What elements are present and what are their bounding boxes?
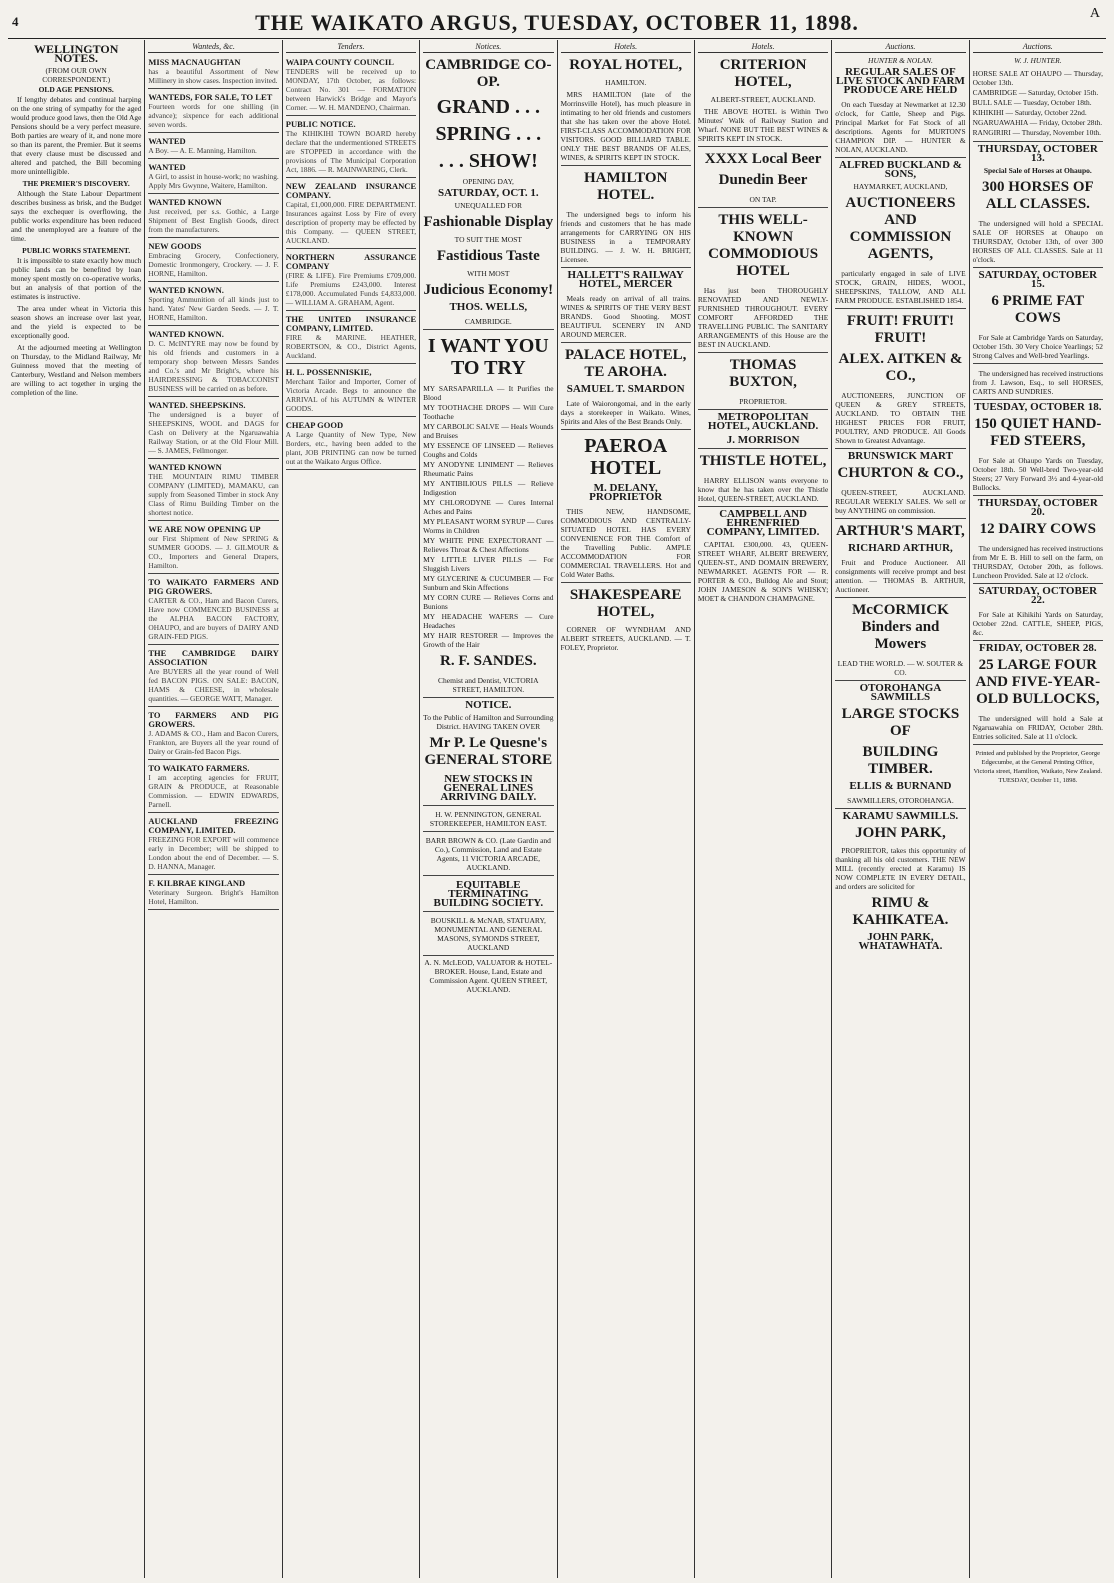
- classified-ad: [286, 251, 416, 311]
- thu20-text: The undersigned has received instructions from Mr E. B. Hill to sell on the farm, on THURSDAY, October 20th, as follows. Luncheon Provided. Sale at 12 o'clock.: [973, 542, 1103, 584]
- remedy-item: MY CARBOLIC SALVE — Heals Wounds and Bruises: [423, 422, 554, 440]
- ad-body: THE MOUNTAIN RIMU TIMBER COMPANY (LIMITED), MAMAKU, can supply from Seasoned Timber in stock Any Class of Rimu Building Timber on the shortest notice.: [148, 472, 279, 517]
- john-park: JOHN PARK,: [855, 825, 946, 841]
- buckland-name: ALFRED BUCKLAND & SONS,: [839, 159, 962, 180]
- remedy-item: MY HEADACHE WAFERS — Cure Headaches: [423, 612, 554, 630]
- aitken-text: AUCTIONEERS, JUNCTION OF QUEEN & GREY STREETS, AUCKLAND. TO OBTAIN THE HIGHEST PRICES FOR FRUIT, POULTRY, AND PRODUCE. All Goods Shown to Greatest Advantage.: [835, 389, 965, 449]
- column-heading: Tenders.: [286, 42, 416, 53]
- morrison-name: J. MORRISON: [698, 434, 828, 449]
- bouskill-ad: BOUSKILL & McNAB, STATUARY, MONUMENTAL AND GENERAL MASONS, SYMONDS STREET, AUCKLAND: [423, 914, 553, 956]
- ad-body: FREEZING FOR EXPORT will commence early in December; will be shipped to London about the end of December. — S. D. HANNA, Manager.: [148, 835, 279, 871]
- arthurs-mart: ARTHUR'S MART,: [836, 523, 965, 539]
- remedy-item: MY HAIR RESTORER — Improves the Growth of the Hair: [423, 631, 554, 649]
- ad-body: Veterinary Surgeon. Bright's Hamilton Hotel, Hamilton.: [148, 888, 279, 906]
- date-heading: THURSDAY, OCTOBER 20.: [977, 497, 1098, 518]
- remedy-item: MY ANTIBILIOUS PILLS — Relieve Indigestion: [423, 479, 554, 497]
- sat15b-text: The undersigned has received instructions from J. Lawson, Esq., to sell HORSES, CARTS AND SUNDRIES.: [973, 367, 1103, 400]
- want-you-headline: I WANT YOU TO TRY: [427, 335, 549, 379]
- thistle-hotel: THISTLE HOTEL,: [699, 453, 827, 469]
- ad-body: The KIHIKIHI TOWN BOARD hereby declare that the undermentioned STREETS are STOPPED in accordance with the provisions of The Municipal Corporation Act, 1886. — R. MAINWARING, Clerk.: [285, 129, 417, 174]
- remedy-item: MY GLYCERINE & CUCUMBER — For Sunburn and Skin Affections: [423, 574, 554, 592]
- ad-title: WAIPA COUNTY COUNCIL: [285, 57, 394, 67]
- ad-title: MISS MACNAUGHTAN: [148, 57, 241, 67]
- buckland-text: particularly engaged in sale of LIVE STOCK, GRAIN, HIDES, WOOL, SHEEPSKINS, TALLOW, AND ALL FARM PRODUCE. ESTABLISHED 1854.: [835, 267, 965, 309]
- hamilton-text: The undersigned begs to inform his friends and customers that he has made arrangements for CARRYING ON HIS BUSINESS in a TEMPORARY BUILDING. — J. W. H. BRIGHT, Licensee.: [561, 208, 691, 268]
- remedy-item: MY CORN CURE — Relieves Corns and Bunions: [423, 593, 554, 611]
- ad-title: PUBLIC NOTICE.: [285, 119, 356, 129]
- metropolitan-hotel: METROPOLITAN HOTEL, AUCKLAND.: [707, 411, 819, 432]
- schedule-item: BULL SALE — Tuesday, October 18th.: [972, 98, 1092, 107]
- ad-title: WANTED KNOWN: [148, 197, 222, 207]
- ad-title: CHEAP GOOD: [285, 420, 344, 430]
- column-heading: Auctions.: [835, 42, 965, 53]
- ad-title: TO WAIKATO FARMERS.: [148, 763, 250, 773]
- corner-mark: A: [1089, 6, 1100, 21]
- haymarket: HAYMARKET, AUCKLAND,: [853, 182, 948, 191]
- ad-title: WANTED: [148, 136, 186, 146]
- fashionable-display: Fashionable Display: [423, 214, 554, 230]
- remedy-item: MY CHLORODYNE — Cures Internal Aches and Pains: [423, 498, 554, 516]
- sandes-name: R. F. SANDES.: [440, 653, 537, 669]
- special-sale: Special Sale of Horses at Ohaupo.: [983, 166, 1092, 175]
- column-heading: Hotels.: [561, 42, 691, 53]
- columns: [8, 40, 1106, 1578]
- ad-body: Are BUYERS all the year round of Well fed BACON PIGS. ON SALE: BACON, HAMS & CHEESE, in wholesale quantities. — GEORGE WATT, Manager.: [148, 667, 279, 703]
- classified-ad: [148, 576, 278, 645]
- column-heading: Wanteds, &c.: [148, 42, 278, 53]
- building-timber: BUILDING TIMBER.: [862, 744, 939, 777]
- ad-body: our First Shipment of New SPRING & SUMMER GOODS. — J. GILMOUR & CO., Importers and General Drapers, Hamilton.: [148, 534, 279, 570]
- barr-brown-ad: BARR BROWN & CO. (Late Gardin and Co.), Commission, Land and Estate Agents, 11 VICTORIA ARCADE, AUCKLAND.: [423, 834, 553, 876]
- classified-ad: [286, 180, 416, 249]
- ellis-text: SAWMILLERS, OTOROHANGA.: [835, 794, 965, 809]
- classified-ad: [148, 461, 278, 521]
- column-heading: Auctions.: [973, 42, 1103, 53]
- schedule-item: RANGIRIRI — Thursday, November 10th.: [972, 128, 1101, 137]
- article-heading: WELLINGTON NOTES.: [33, 42, 119, 65]
- classified-ad: [148, 815, 278, 875]
- paragraph: Although the State Labour Department describes business as brisk, and the Budget says the exchequer is overflowing, the public works expenditure has been reduced and the unemployed are a feature of the time.: [11, 189, 142, 243]
- classified-ad: [148, 196, 278, 238]
- ad-body: A Girl, to assist in house-work; no washing. Apply Mrs Gwynne, Waitere, Hamilton.: [148, 172, 279, 190]
- section-heading: OLD AGE PENSIONS.: [38, 85, 114, 94]
- column-wellington-notes: [8, 40, 145, 1578]
- schedule-item: KIHIKIHI — Saturday, October 22nd.: [972, 108, 1087, 117]
- well-known-hotel: THIS WELL-KNOWN COMMODIOUS HOTEL: [708, 212, 819, 279]
- suit-label: TO SUIT THE MOST: [454, 235, 522, 244]
- newspaper-title: THE WAIKATO ARGUS, TUESDAY, OCTOBER 11, 1898.: [255, 10, 859, 35]
- classified-ad: [148, 240, 278, 282]
- ad-title: THE CAMBRIDGE DAIRY ASSOCIATION: [148, 648, 279, 667]
- classified-ad: [286, 56, 416, 116]
- ad-body: J. ADAMS & CO., Ham and Bacon Curers, Frankton, are Buyers all the year round of Dairy or Grain-fed Bacon Pigs.: [148, 729, 279, 756]
- paragraph: If lengthy debates and continual harping on the one string of sympathy for the aged would produce good laws, then the Old Age Pensions should be a very perfect measure. Both parties are weary of it, and none more so than its parent, the Premier. But it seems that every clause must be discussed and altered and patched, the Bill becoming more unintelligible.: [11, 95, 142, 176]
- page-number: 4: [12, 14, 19, 29]
- column-hotels-2: [695, 40, 832, 1578]
- criterion-text: THE ABOVE HOTEL is Within Two Minutes' Walk of Railway Station and Wharf. NONE BUT THE BEST WINES & SPIRITS KEPT IN STOCK.: [698, 105, 828, 147]
- ad-body: FIRE & MARINE. HEATHER, ROBERTSON, & CO., District Agents, Auckland.: [285, 333, 417, 360]
- classified-ad: [286, 366, 416, 417]
- horses-banner: 300 HORSES OF ALL CLASSES.: [981, 179, 1094, 212]
- paragraph: The area under wheat in Victoria this season shows an increase over last year, and the yield is expected to be exceptionally good.: [11, 304, 142, 340]
- park-text: PROPRIETOR, takes this opportunity of thanking all his old customers. THE NEW MILL (recently erected at Karamu) IS NOW COMPLETE IN EVERY DETAIL, and orders are solicited for: [835, 846, 966, 891]
- hamilton-hotel: HAMILTON HOTEL.: [584, 170, 668, 203]
- section-heading: THE PREMIER'S DISCOVERY.: [22, 179, 130, 188]
- judicious-economy: Judicious Economy!: [423, 282, 554, 298]
- coop-name: CAMBRIDGE CO-OP.: [425, 57, 552, 90]
- column-hotels-1: [558, 40, 695, 1578]
- ad-title: NEW GOODS: [148, 241, 202, 251]
- classified-ad: [286, 313, 416, 364]
- ad-body: Embracing Grocery, Confectionery, Domestic Ironmongery, Crockery. — J. F. HORNE, Hamilton.: [148, 251, 279, 278]
- new-stocks: NEW STOCKS IN GENERAL LINES ARRIVING DAILY.: [423, 773, 553, 806]
- wells-place: CAMBRIDGE.: [423, 315, 553, 330]
- ad-title: AUCKLAND FREEZING COMPANY, LIMITED.: [148, 816, 279, 835]
- fruit-banner: FRUIT! FRUIT! FRUIT!: [846, 313, 954, 346]
- mccormick-ad: McCORMICK Binders and Mowers: [852, 602, 949, 652]
- with-label: WITH MOST: [467, 269, 510, 278]
- ad-title: H. L. POSSENNISKIE,: [285, 367, 372, 377]
- remedy-item: MY ANODYNE LINIMENT — Relieves Rheumatic Pains: [423, 460, 554, 478]
- on-tap: ON TAP.: [698, 193, 828, 208]
- ads-list: [148, 56, 278, 910]
- ad-title: WANTED: [148, 162, 186, 172]
- sale-schedule: [973, 66, 1103, 142]
- date-heading: SATURDAY, OCTOBER 15.: [978, 269, 1098, 290]
- steers-banner: 150 QUIET HAND-FED STEERS,: [974, 416, 1102, 449]
- royal-place: HAMILTON.: [605, 78, 647, 87]
- column-auctions-1: [832, 40, 969, 1578]
- pennington-ad: H. W. PENNINGTON, GENERAL STOREKEEPER, HAMILTON EAST.: [423, 808, 553, 832]
- ad-body: CARTER & CO., Ham and Bacon Curers, Have now COMMENCED BUSINESS at the ALPHA BACON FACTORY, OHAUPO, and are buyers of DAIRY AND GRAIN-FED PIGS.: [148, 596, 279, 641]
- ad-title: WANTED KNOWN: [148, 462, 222, 472]
- classified-ad: [148, 56, 278, 89]
- quesne-store: Mr P. Le Quesne's GENERAL STORE: [424, 735, 553, 768]
- unequalled-label: UNEQUALLED FOR: [454, 201, 522, 210]
- commission-agents: AUCTIONEERS AND COMMISSION AGENTS,: [845, 195, 956, 262]
- classified-ad: [286, 118, 416, 178]
- ad-title: NORTHERN ASSURANCE COMPANY: [285, 252, 417, 271]
- churton-text: QUEEN-STREET, AUCKLAND. REGULAR WEEKLY SALES. We sell or buy ANYTHING on commission.: [835, 486, 965, 519]
- criterion-hotel: CRITERION HOTEL,: [719, 57, 807, 90]
- xxxx-beer: XXXX Local Beer: [704, 151, 822, 167]
- fri28-text: The undersigned will hold a Sale at Ngaruawahia on FRIDAY, October 28th. Entries solicited. Sale at 11 o'clock.: [973, 712, 1103, 745]
- brunswick-mart: BRUNSWICK MART: [847, 450, 953, 462]
- ad-body: Sporting Ammunition of all kinds just to hand. Yates' New Garden Seeds. — J. T. HORNE, Hamilton.: [148, 295, 279, 322]
- well-known-text: Has just been THOROUGHLY RENOVATED AND NEWLY-FURNISHED THROUGHOUT. EVERY COMFORT AFFORDED THE TRAVELLING PUBLIC. The SANITARY ARRANGEMENTS of this House are the BEST IN AUCKLAND.: [698, 284, 828, 353]
- ad-body: (FIRE & LIFE). Fire Premiums £709,000. Life Premiums £243,000. Interest £178,000. Accumulated Funds £4,833,000. — WILLIAM A. GRAHAM, Agent.: [285, 271, 417, 307]
- equitable-ad: EQUITABLE TERMINATING BUILDING SOCIETY.: [423, 879, 553, 912]
- masthead: [0, 0, 1114, 40]
- remedy-item: MY SARSAPARILLA — It Purifies the Blood: [423, 384, 554, 402]
- royal-text: MRS HAMILTON (late of the Morrinsville Hotel), has much pleasure in intimating to her old friends and customers that she has taken over the above Hotel. FIRST-CLASS ACCOMMODATION FOR VISITORS. GOOD BILLIARD TABLE. ONLY THE BEST BRANDS OF ALES, WINES, & SPIRITS KEPT IN STOCK.: [561, 88, 691, 166]
- column-heading: Hotels.: [698, 42, 828, 53]
- column-tenders: [283, 40, 420, 1578]
- sat22-text: For Sale at Kihikihi Yards on Saturday, October 22nd. CATTLE, SHEEP, PIGS, &c.: [973, 608, 1103, 641]
- fastidious-taste: Fastidious Taste: [436, 248, 540, 264]
- schedule-item: HORSE SALE AT OHAUPO — Thursday, October 13th.: [972, 69, 1103, 87]
- campbell-text: CAPITAL £300,000. 43, QUEEN-STREET WHARF, ALBERT BREWERY, QUEEN-ST., AND DOMAIN BREWERY, NEWMARKET. AGENTS FOR — R. PORTER & CO., Bulldog Ale and Stout; JOHN JAMESON & SON'S WHISKY; MOET & CHANDON CHAMPAGNE.: [697, 540, 829, 603]
- mcleod-ad: A. N. McLEOD, VALUATOR & HOTEL-BROKER. House, Land, Estate and Commission Agent. QUEEN STREET, AUCKLAND.: [424, 958, 553, 994]
- classified-ad: [148, 877, 278, 910]
- paragraph: At the adjourned meeting at Wellington on Thursday, to the Midland Railway, Mr Guinness moved that the meeting of Canterbury, Westland and Nelson members are willing to act together in urging the completion of the line.: [11, 343, 142, 397]
- notice-heading: NOTICE.: [465, 699, 512, 711]
- karamu-sawmills: KARAMU SAWMILLS.: [842, 810, 959, 822]
- mccormick-text: LEAD THE WORLD. — W. SOUTER & CO.: [835, 657, 965, 681]
- thistle-text: HARRY ELLISON wants everyone to know that he has taken over the Thistle Hotel, QUEEN-STREET, AUCKLAND.: [698, 474, 828, 507]
- rimu-kahikatea: RIMU & KAHIKATEA.: [852, 895, 949, 928]
- ad-title: WANTED KNOWN.: [148, 329, 224, 339]
- ad-body: The undersigned is a buyer of SHEEPSKINS, WOOL and DAGS for Cash on Delivery at the Ngaruawahia Railway Station, or at the Old Flour Mill. — S. JAMES, Fellmonger.: [148, 410, 279, 455]
- smardon-text: Late of Waiorongomai, and in the early days a storekeeper in Waikato. Wines, Spirits and Ales of the Best Brands Only.: [561, 397, 691, 430]
- ad-body: I am accepting agencies for FRUIT, GRAIN & PRODUCE, at Reasonable Commission. — EDWIN EDWARDS, Parnell.: [148, 773, 279, 809]
- park-footer: JOHN PARK, WHATAWHATA.: [858, 931, 943, 952]
- ad-title: WANTED KNOWN.: [148, 285, 224, 295]
- classified-ad: [148, 135, 278, 159]
- article-byline: (FROM OUR OWN CORRESPONDENT.): [42, 66, 111, 84]
- wells-name: THOS. WELLS,: [449, 301, 528, 313]
- campbell-company: CAMPBELL AND EHRENFRIED COMPANY, LIMITED.: [706, 508, 820, 538]
- column-notices: [420, 40, 557, 1578]
- ad-body: A Large Quantity of New Type, New Borders, etc., having been added to the plant, JOB PRINTING can now be turned out at the Waikato Argus Office.: [285, 430, 417, 466]
- classified-ad: [148, 328, 278, 397]
- classified-ad: [148, 523, 278, 574]
- otorohanga-sawmills: OTOROHANGA SAWMILLS: [859, 682, 942, 703]
- large-stocks: LARGE STOCKS OF: [841, 706, 960, 739]
- classified-ad: [286, 419, 416, 470]
- sandes-sub: Chemist and Dentist, VICTORIA STREET, HAMILTON.: [423, 674, 553, 698]
- ads-list: [286, 56, 416, 470]
- auctioneer-name: W. J. HUNTER.: [1014, 56, 1062, 65]
- date-heading: FRIDAY, OCTOBER 28.: [979, 642, 1097, 654]
- buxton-name: THOMAS BUXTON,: [729, 357, 797, 390]
- classified-ad: [148, 762, 278, 813]
- date-heading: THURSDAY, OCTOBER 13.: [977, 143, 1098, 164]
- remedy-item: MY PLEASANT WORM SYRUP — Cures Worms in Children: [423, 517, 554, 535]
- halletts-text: Meals ready on arrival of all trains. WINES & SPIRITS OF THE VERY BEST BRANDS. Good Shooting. MOST BEAUTIFUL SCENERY IN AND AROUND MERCER.: [561, 292, 691, 343]
- shakespeare-text: CORNER OF WYNDHAM AND ALBERT STREETS, AUCKLAND. — T. FOLEY, Proprietor.: [560, 625, 691, 652]
- column-heading: Notices.: [423, 42, 553, 53]
- buxton-title: PROPRIETOR.: [698, 395, 828, 410]
- spring-text: SPRING . . .: [435, 123, 542, 145]
- schedule-item: CAMBRIDGE — Saturday, October 15th.: [972, 88, 1099, 97]
- ad-body: TENDERS will be received up to MONDAY, 17th October, as follows: Contract No. 301 — FORMATION between Harwick's Bridge and Mayor's Corner. — W. H. MANDENO, Chairman.: [285, 67, 417, 112]
- remedy-item: MY LITTLE LIVER PILLS — For Sluggish Livers: [423, 555, 554, 573]
- grand-text: GRAND . . .: [436, 96, 540, 118]
- delany-name: M. DELANY, PROPRIETOR: [589, 482, 663, 503]
- opening-label: OPENING DAY,: [462, 177, 514, 186]
- column-auctions-2: [970, 40, 1106, 1578]
- delany-text: THIS NEW, HANDSOME, COMMODIOUS AND CENTRALLY-SITUATED HOTEL HAS EVERY CONVENIENCE FOR THE Comfort of the Travelling Public. AMPLE ACCOMMODATION FOR COMMERCIAL TRAVELLERS. Hot and Cold Water Baths.: [561, 505, 691, 583]
- halletts-hotel: HALLETT'S RAILWAY HOTEL, MERCER: [567, 269, 684, 290]
- paeroa-hotel: PAEROA HOTEL: [584, 435, 668, 479]
- ad-title: NEW ZEALAND INSURANCE COMPANY.: [285, 181, 417, 200]
- classified-ad: [148, 647, 278, 707]
- ad-body: Merchant Tailor and Importer, Corner of Victoria Arcade. Begs to announce the ARRIVAL of his AUTUMN & WINTER GOODS.: [285, 377, 417, 413]
- palace-hotel: PALACE HOTEL, TE AROHA.: [564, 347, 687, 380]
- ad-body: Fourteen words for one shilling (in advance); sixpence for each additional seven words.: [148, 102, 279, 129]
- shakespeare-hotel: SHAKESPEARE HOTEL,: [569, 587, 682, 620]
- bullocks-banner: 25 LARGE FOUR AND FIVE-YEAR-OLD BULLOCKS,: [975, 657, 1101, 707]
- ad-body: A Boy. — A. E. Manning, Hamilton.: [148, 146, 257, 155]
- prime-cows: 6 PRIME FAT COWS: [991, 293, 1085, 326]
- printer-imprint: Printed and published by the Proprietor, George Edgecumbe, at the General Printing Office, Victoria street, Hamilton, Waikato, New Zealand. TUESDAY, October 11, 1898.: [973, 750, 1103, 784]
- ad-body: has a beautiful Assortment of New Millinery in show cases. Inspection invited.: [148, 67, 279, 85]
- horses-text: The undersigned will hold a SPECIAL SALE OF HORSES at Ohaupo on THURSDAY, October 13th, of over 300 HORSES OF ALL CLASSES. Sale at 11 o'clock.: [973, 217, 1103, 268]
- classified-ad: [148, 399, 278, 459]
- ad-title: TO FARMERS AND PIG GROWERS.: [148, 710, 279, 729]
- show-text: . . . SHOW!: [438, 150, 538, 172]
- churton-name: CHURTON & CO.,: [837, 465, 964, 481]
- remedy-item: MY ESSENCE OF LINSEED — Relieves Coughs and Colds: [423, 441, 554, 459]
- smardon-name: SAMUEL T. SMARDON: [566, 383, 685, 395]
- ad-title: F. KILBRAE KINGLAND: [148, 878, 246, 888]
- remedies-list: [423, 384, 553, 649]
- ad-title: WANTED. SHEEPSKINS.: [148, 400, 246, 410]
- schedule-item: NGARUAWAHIA — Friday, October 28th.: [972, 118, 1103, 127]
- ellis-burnand: ELLIS & BURNAND: [849, 780, 952, 792]
- classified-ad: [148, 284, 278, 326]
- column-wanteds: [145, 40, 282, 1578]
- dairy-cows: 12 DAIRY COWS: [979, 521, 1097, 537]
- dunedin-beer: Dunedin Beer: [718, 172, 808, 188]
- ad-body: Capital, £1,000,000. FIRE DEPARTMENT. Insurances against Loss by Fire of every description of property may be effected by this Company. — QUEEN STREET, AUCKLAND.: [285, 200, 417, 245]
- paragraph: It is impossible to state exactly how much public lands can be benefited by loan money spent mostly on co-operative works, but an analysis of that portion of the estimates is instructive.: [11, 256, 142, 301]
- ad-title: THE UNITED INSURANCE COMPANY, LIMITED.: [285, 314, 417, 333]
- classified-ad: [148, 709, 278, 760]
- ad-body: D. C. McINTYRE may now be found by his old friends and customers in a temporary shop between Messrs Sandes and Co.'s and Mr Bright's, where his HAIRDRESSING & TOBACCONIST BUSINESS will be carried on as before.: [148, 339, 279, 393]
- richard-text: Fruit and Produce Auctioneer. All consignments will receive prompt and best attention. — THOMAS B. ARTHUR, Auctioneer.: [835, 556, 965, 598]
- aitken-name: ALEX. AITKEN & CO.,: [838, 351, 963, 384]
- ad-title: TO WAIKATO FARMERS AND PIG GROWERS.: [148, 577, 279, 596]
- classified-ad: [148, 161, 278, 194]
- masthead-rule: [8, 38, 1106, 39]
- ad-body: Just received, per s.s. Gothic, a Large Shipment of Best English Goods, direct from the manufacturers.: [148, 207, 279, 234]
- remedy-item: MY TOOTHACHE DROPS — Will Cure Toothache: [423, 403, 554, 421]
- classified-ad: [148, 91, 278, 133]
- hunter-nolan: HUNTER & NOLAN.: [868, 56, 933, 65]
- ad-title: WE ARE NOW OPENING UP: [148, 524, 261, 534]
- date-heading: SATURDAY, OCTOBER 22.: [978, 585, 1098, 606]
- tue18-text: For Sale at Ohaupo Yards on Tuesday, October 18th. 50 Well-bred Two-year-old Steers; 27 Very Forward 3½ and 4-year-old Bullocks.: [973, 454, 1103, 496]
- richard-arthur: RICHARD ARTHUR,: [848, 542, 953, 554]
- royal-hotel: ROYAL HOTEL,: [569, 57, 683, 73]
- opening-date: SATURDAY, OCT. 1.: [438, 187, 539, 199]
- notice-text: To the Public of Hamilton and Surrounding District. HAVING TAKEN OVER: [423, 713, 554, 731]
- ad-title: WANTEDS, FOR SALE, TO LET: [148, 92, 273, 102]
- date-heading: TUESDAY, OCTOBER 18.: [974, 401, 1102, 413]
- criterion-place: ALBERT-STREET, AUCKLAND.: [710, 95, 816, 104]
- regular-sales: REGULAR SALES OF LIVE STOCK AND FARM PRODUCE ARE HELD: [836, 66, 965, 96]
- remedy-item: MY WHITE PINE EXPECTORANT — Relieves Throat & Chest Affections: [423, 536, 554, 554]
- sat15-text: For Sale at Cambridge Yards on Saturday, October 15th. 30 Very Choice Yearlings; 52 Strong Calves and Well-bred Yearlings.: [973, 331, 1103, 364]
- section-heading: PUBLIC WORKS STATEMENT.: [22, 246, 131, 255]
- regular-text: On each Tuesday at Newmarket at 12.30 o'clock, for Cattle, Sheep and Pigs. Principal Market for Fat Stock of all descriptions. Agents for MURTON'S CHAMPION DIP. — HUNTER & NOLAN, AUCKLAND.: [835, 98, 965, 158]
